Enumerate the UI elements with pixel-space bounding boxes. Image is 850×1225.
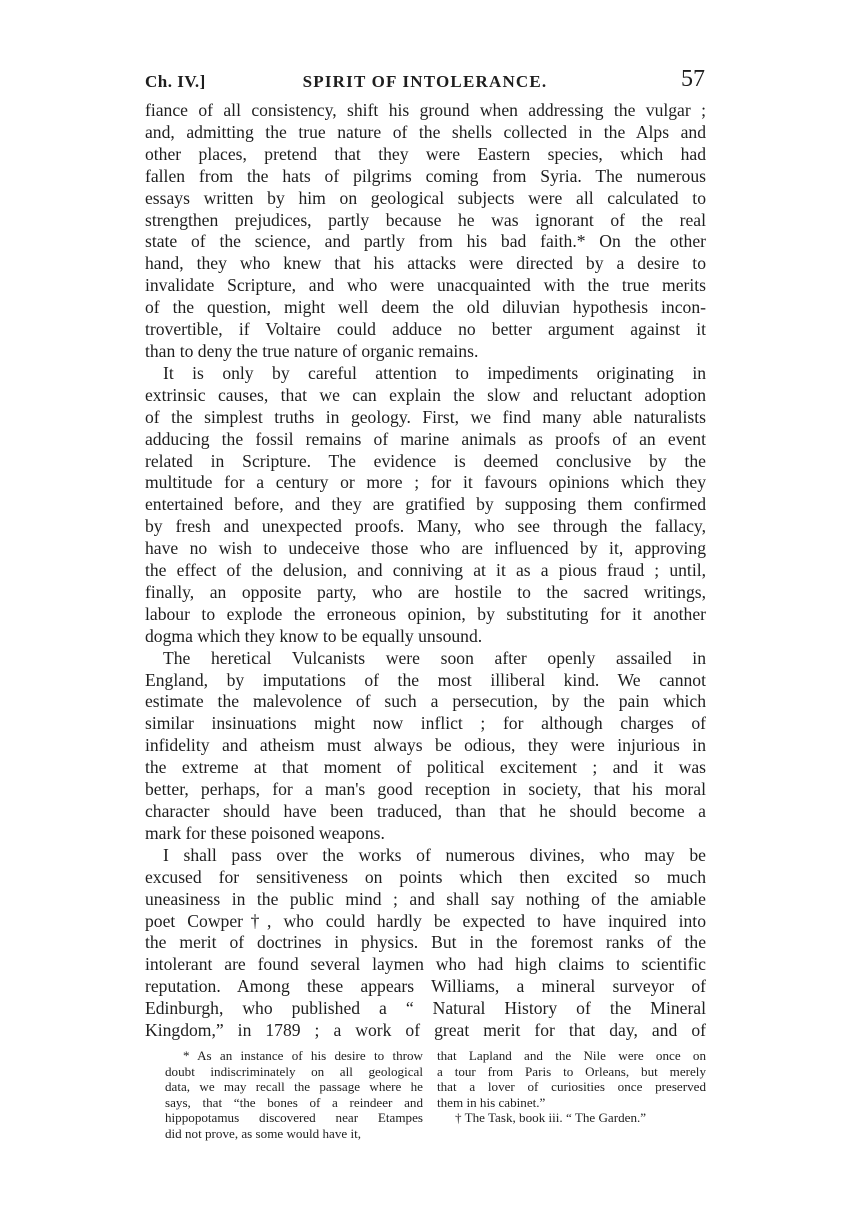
text-line: have no wish to undeceive those who are influenced by it, approving <box>145 538 706 559</box>
text-line: than to deny the true nature of organic remains. <box>145 340 479 361</box>
text-line: similar insinuations might now inflict ; for although charges of <box>145 713 706 734</box>
text-line: says, that “the bones of a reindeer and <box>165 1094 423 1110</box>
running-head <box>145 66 705 96</box>
text-line: † The Task, book iii. “ The Garden.” <box>455 1110 647 1126</box>
text-line: doubt indiscriminately on all geological <box>165 1063 423 1079</box>
text-line: a tour from Paris to Orleans, but merely <box>437 1063 706 1079</box>
text-line: better, perhaps, for a man's good reception in society, that his moral <box>145 779 706 800</box>
footnote-column-right <box>437 1048 706 1126</box>
text-line: data, we may recall the passage where he <box>165 1079 423 1095</box>
text-line: the merit of doctrines in physics. But in the foremost ranks of the <box>145 932 706 953</box>
text-line: The heretical Vulcanists were soon after openly assailed in <box>163 647 706 668</box>
text-line: finally, an opposite party, who are hostile to the sacred writings, <box>145 581 706 602</box>
body-text <box>145 100 706 1042</box>
text-line: extrinsic causes, that we can explain the slow and reluctant adoption <box>145 384 706 405</box>
text-line: invalidate Scripture, and who were unacquainted with the true merits <box>145 275 706 296</box>
text-line: essays written by him on geological subjects were all calculated to <box>145 187 706 208</box>
text-line: trovertible, if Voltaire could adduce no better argument against it <box>145 319 706 340</box>
text-line: the extreme at that moment of political excitement ; and it was <box>145 757 706 778</box>
text-line: hand, they who knew that his attacks were directed by a desire to <box>145 253 706 274</box>
page-number: 57 <box>681 66 705 92</box>
text-line: infidelity and atheism must always be odious, they were injurious in <box>145 735 706 756</box>
text-line: of the simplest truths in geology. First, we find many able naturalists <box>145 406 706 427</box>
chapter-label: Ch. IV.] <box>145 72 206 91</box>
text-line: character should have been traduced, than that he should become a <box>145 801 706 821</box>
text-line: reputation. Among these appears Williams, a mineral surveyor of <box>145 976 706 997</box>
running-title: SPIRIT OF INTOLERANCE. <box>302 72 548 91</box>
text-line: hippopotamus discovered near Etampes <box>165 1110 423 1126</box>
text-line: did not prove, as some would have it, <box>165 1125 362 1141</box>
text-line: Edinburgh, who published a “ Natural History of the Mineral <box>145 998 706 1019</box>
text-line: poet Cowper†, who could hardly be expected to have inquired into <box>145 910 706 931</box>
text-line: uneasiness in the public mind ; and shall say nothing of the amiable <box>145 888 706 909</box>
text-line: that Lapland and the Nile were once on <box>437 1048 706 1063</box>
text-line: related in Scripture. The evidence is deemed conclusive by the <box>145 450 706 471</box>
text-line: labour to explode the erroneous opinion, by substituting for it another <box>145 603 706 624</box>
text-line: intolerant are found several laymen who had high claims to scientific <box>145 954 706 975</box>
text-line: excused for sensitiveness on points which then excited so much <box>145 866 706 887</box>
text-line: that a lover of curiosities once preserved <box>437 1079 706 1095</box>
text-line: the effect of the delusion, and conniving at it as a pious fraud ; until, <box>145 560 706 581</box>
text-line: dogma which they know to be equally unsound. <box>145 625 483 646</box>
text-line: adducing the fossil remains of marine animals as proofs of an event <box>145 428 706 449</box>
text-line: fiance of all consistency, shift his ground when addressing the vulgar ; <box>145 100 706 120</box>
text-line: * As an instance of his desire to throw <box>183 1048 423 1063</box>
text-line: state of the science, and partly from his bad faith.* On the other <box>145 231 706 252</box>
text-line: strengthen prejudices, partly because he was ignorant of the real <box>145 209 706 230</box>
text-line: and, admitting the true nature of the shells collected in the Alps and <box>145 121 706 142</box>
text-line: Kingdom,” in 1789 ; a work of great merit for that day, and of <box>145 1020 706 1041</box>
text-line: England, by imputations of the most illiberal kind. We cannot <box>145 669 706 690</box>
text-line: them in his cabinet.” <box>437 1094 546 1110</box>
text-line: of the question, might well deem the old diluvian hypothesis incon- <box>145 297 706 318</box>
text-line: estimate the malevolence of such a persecution, by the pain which <box>145 691 706 712</box>
text-line: mark for these poisoned weapons. <box>145 822 385 843</box>
footnote-column-left <box>165 1048 423 1142</box>
text-line: multitude for a century or more ; for it favours opinions which they <box>145 472 706 493</box>
text-line: entertained before, and they are gratified by supposing them confirmed <box>145 494 706 515</box>
text-line: fallen from the hats of pilgrims coming from Syria. The numerous <box>145 165 706 186</box>
text-line: It is only by careful attention to impediments originating in <box>163 362 706 383</box>
text-line: I shall pass over the works of numerous divines, who may be <box>163 844 706 865</box>
text-line: by fresh and unexpected proofs. Many, who see through the fallacy, <box>145 516 706 537</box>
text-line: other places, pretend that they were Eastern species, which had <box>145 143 706 164</box>
